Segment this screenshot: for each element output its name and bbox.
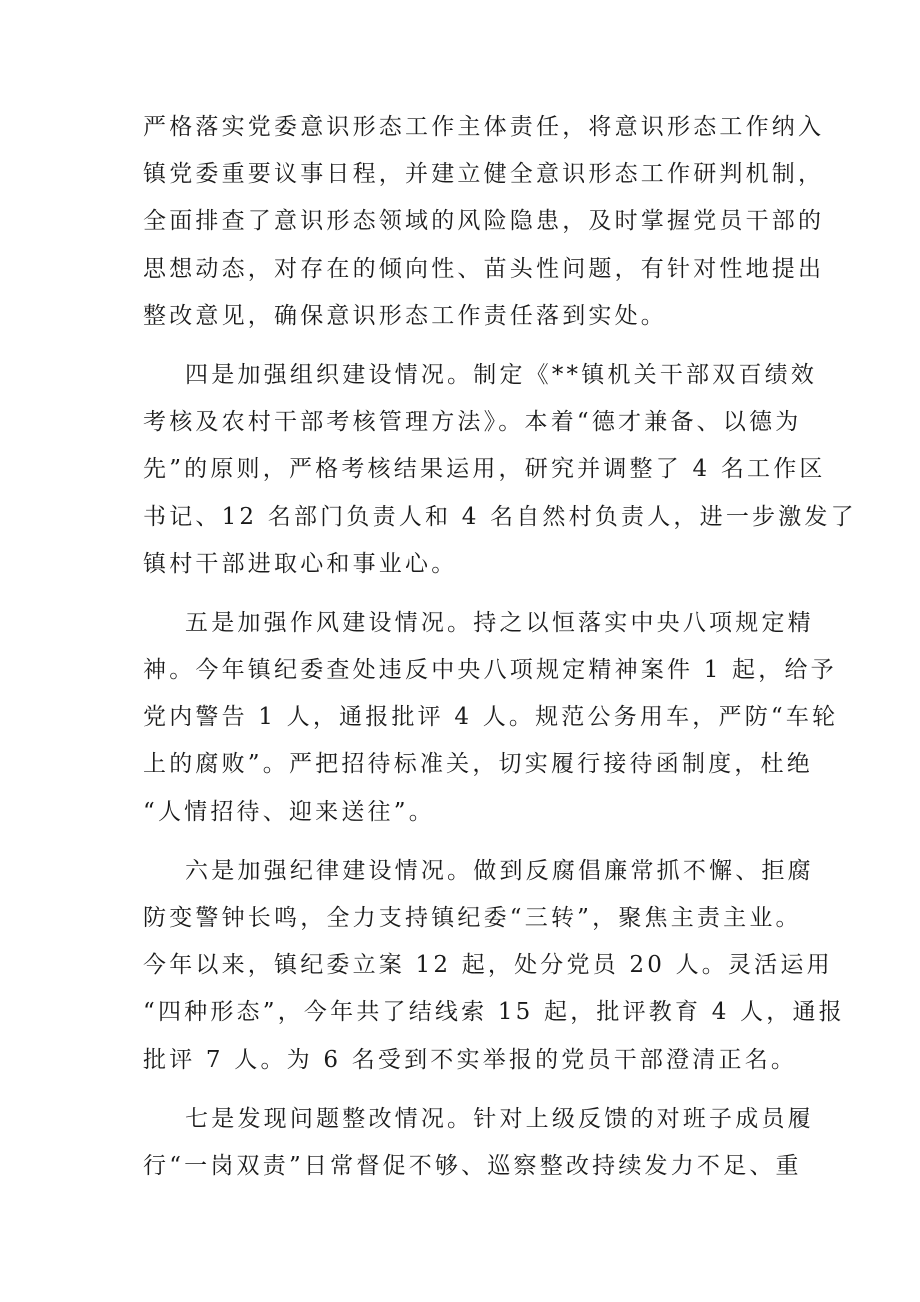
text-line: 四是加强组织建设情况。制定《**镇机关干部双百绩效 (143, 361, 818, 388)
text-line: 批评 7 人。为 6 名受到不实举报的党员干部澄清正名。 (143, 1046, 798, 1073)
text-line: 党内警告 1 人，通报批评 4 人。规范公务用车，严防“车轮 (143, 704, 839, 731)
text-line: 防变警钟长鸣，全力支持镇纪委“三转”，聚焦主责主业。 (143, 905, 802, 931)
paragraph-gap (143, 1084, 779, 1096)
text-line: “四种形态”，今年共了结线索 15 起，批评教育 4 人，通报 (143, 999, 845, 1026)
text-line: 整改意见，确保意识形态工作责任落到实处。 (143, 302, 667, 329)
text-line: 神。今年镇纪委查处违反中央八项规定精神案件 1 起，给予 (143, 657, 837, 684)
text-line: 上的腐败”。严把招待标准关，切实履行接待函制度，杜绝 (143, 751, 813, 778)
text-line: 镇村干部进取心和事业心。 (143, 550, 458, 577)
paragraph-organization-building (143, 352, 857, 588)
text-line: 考核及农村干部考核管理方法》。本着“德才兼备、以德为 (143, 409, 802, 436)
text-line: 七是发现问题整改情况。针对上级反馈的对班子成员履 (143, 1105, 814, 1132)
paragraph-ideology-responsibility (143, 104, 825, 340)
text-line: 思想动态，对存在的倾向性、苗头性问题，有针对性地提出 (143, 255, 825, 282)
text-line: 先”的原则，严格考核结果运用，研究并调整了 4 名工作区 (143, 456, 826, 483)
text-line: 书记、12 名部门负责人和 4 名自然村负责人，进一步激发了 (143, 503, 857, 530)
text-line: “人情招待、迎来送往”。 (143, 798, 435, 825)
paragraph-gap (143, 340, 779, 352)
text-line: 严格落实党委意识形态工作主体责任，将意识形态工作纳入 (143, 114, 825, 140)
text-line: 六是加强纪律建设情况。做到反腐倡廉常抓不懈、拒腐 (143, 857, 814, 884)
text-line: 今年以来，镇纪委立案 12 起，处分党员 20 人。灵活运用 (143, 952, 833, 979)
paragraph-work-style (143, 600, 839, 836)
paragraph-rectification (143, 1096, 814, 1190)
text-line: 行“一岗双责”日常督促不够、巡察整改持续发力不足、重 (143, 1152, 802, 1179)
paragraph-gap (143, 836, 779, 848)
paragraph-gap (143, 588, 779, 600)
text-line: 镇党委重要议事日程，并建立健全意识形态工作研判机制， (143, 161, 825, 188)
text-line: 五是加强作风建设情况。持之以恒落实中央八项规定精 (143, 609, 814, 636)
paragraph-discipline (143, 848, 845, 1084)
document-body (143, 104, 857, 1190)
text-line: 全面排查了意识形态领域的风险隐患，及时掌握党员干部的 (143, 208, 825, 235)
